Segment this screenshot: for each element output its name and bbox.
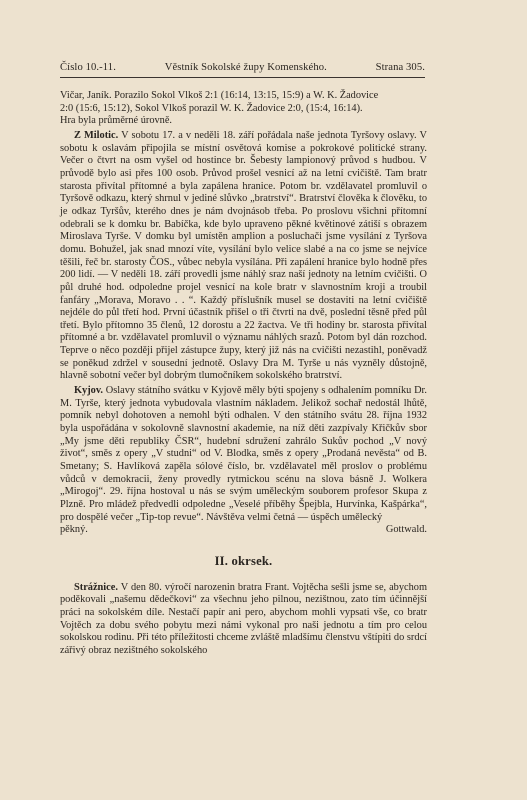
intro-line: Vičar, Janík. Porazilo Sokol Vlkoš 2:1 (16:14, 13:15, 15:9) a W. K. Žadovice [60,90,379,101]
report-place-heading: Strážnice. [74,581,118,593]
report-text: V den 80. výročí narozenin bratra Frant. Vojtěcha sešli jsme se, abychom poděkovali „našemu dědečkovi“ za všechnu jeho pilnou, nezištnou, zato tím účinnější práci na sokolském díle. Nestačí papír ani pero, abychom mohli vypsati vše, co bratr Vojtěch za dobu svého pobytu mezi námi vykonal pro naši jednotu a tím pro celou sokolskou rodinu. Při této příležitosti chceme zvláště mladšímu členstvu vštípiti do srdcí zářivý obraz nezištného sokolského [60,581,427,656]
intro-line: 2:0 (15:6, 15:12), Sokol Vlkoš porazil W. K. Žadovice 2:0, (15:4, 16:14). [60,102,363,114]
page-body [60,90,427,658]
intro-line: Hra byla průměrné úrovně. [60,115,173,127]
report-signature: Gottwald. [385,524,427,536]
report-straznice [60,582,427,658]
report-last-word: pěkný. [60,524,88,536]
report-place-heading: Kyjov. [74,385,104,397]
report-kyjov [60,385,427,524]
section-heading: II. okrsek. [214,553,273,568]
issue-number: Číslo 10.-11. [60,62,116,73]
report-closing-line [60,524,427,537]
report-text: Oslavy státního svátku v Kyjově měly býti spojeny s odhalením pomníku Dr. M. Tyrše, který jednota vybudovala vlastním nákladem. Jelikož sochař nedostál lhůtě, pomník nebyl dohotoven a nemohl býti odhalen. V den státního svátu 28. října 1932 byla uspořádána v sokolovně slavnostní akademie, na níž děti zazpívaly Křičkův sbor „My jsme děti republiky ČSR“, hudební sdružení zahrálo Sukův pochod „V nový život“, směs z opery „V studni“ od V. Blodka, směs z opery „Prodaná nevěsta“ od B. Smetany; S. Havlíková zapěla sólové číslo, br. vzdělavatel měl proslov o problému vůdců v demokracii, ženy provedly rytmickou scénu na slova básně J. Wolkera „Mirogoj“. 29. října hostoval u nás se svým uměleckým souborem profesor Skupa z Plzně. Pro mládež předvedli odpoledne „Veselé příběhy Špejbla, Hurvínka, Kašpárka“, pro dospělé večer „Tip-top revue“. Návštěva velmi četná — úspěch umělecký [60,385,427,523]
page-number: Strana 305. [375,62,425,73]
report-text: V sobotu 17. a v neděli 18. září pořádala naše jednota Tyršovy oslavy. V sobotu k oslavám připojila se místní osvětová komise a pokrokové politické strany. Večer o čtvrt na osm vyšel od hostince br. Šebesty lampionový průvod s hudbou. V průvodě bylo asi přes 100 osob. Průvod prošel vesnicí až na letní cvičiště. Tam bratr starosta přivítal přítomné a byla zapálena hranice. Potom br. vzdělavatel promluvil o Tyršově odkazu, který shrnul v jediné slůvko „bratrství“. Bratrství člověka k člověku, to je odkaz Tyršův, kterého dnes je nám dvojnásob třeba. Po proslovu všichni přítomní odebrali se k domku br. Babíčka, kde bylo upraveno pěkné květinové zátiší s obrazem Miroslava Tyrše. V domku byl umístěn amplion a posluchači jsme vysílání z Tyršova domu. Bohužel, jak snad mnozí víte, vysílání bylo velice slabé a na co jsme se nejvíce těšili, řeč br. starosty ČOS., vůbec nebyla vysílána. Při zapálení hranice bylo hodně přes 200 lidí. — V neděli 18. září provedli jsme náhlý sraz naší jednoty na letním cvičišti. O půl druhé hod. odpoledne projel vesnicí na kole bratr v slavnostním kroji a troubil fanfáry „Morava, Moravo . . “. Každý příslušník musel se dostaviti na letní cvičiště nejdéle do půl třetí hod. První účastník přišel o tři čtvrti na dvě, poslední těsně před půl třetí. Bylo přítomno 35 členů, 12 dorostu a 22 žactva. Ve tři hodiny br. starosta přivítal přítomné a br. vzdělavatel promluvil o významu náhlých srazů. Potom byl dán rozchod. Teprve o něco později přijel zástupce župy, který již nás na cvičišti nezastihl, poněvadž se poněkud zdržel v sousední jednotě. Oslavy Dra M. Tyrše u nás vyzněly důstojně, hlavně sobotní večer byl dobrým tlumočníkem sokolského bratrství. [60,129,427,382]
report-place-heading: Z Milotic. [74,129,119,141]
page-header [60,62,425,78]
journal-title: Věstník Sokolské župy Komenského. [164,62,327,73]
report-milotice [60,130,427,383]
